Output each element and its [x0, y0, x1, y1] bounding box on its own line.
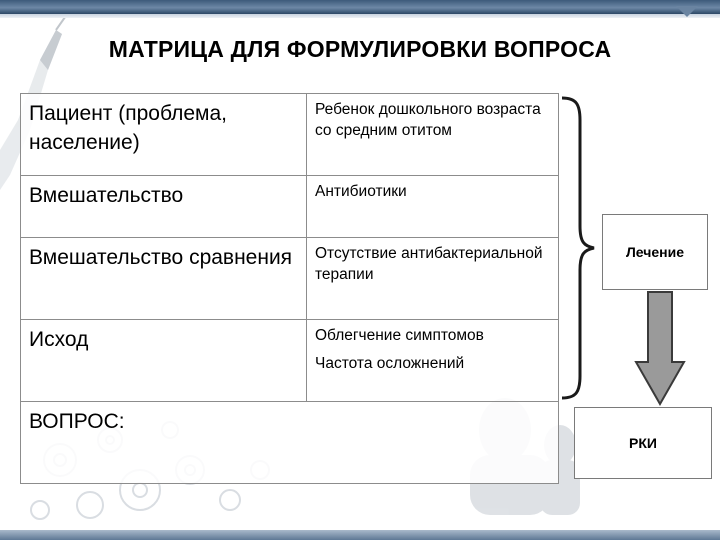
treatment-box — [602, 214, 708, 290]
matrix-row-comparison — [21, 238, 559, 320]
down-arrow-icon — [634, 290, 686, 406]
rct-box — [574, 407, 712, 479]
matrix-row-outcome — [21, 320, 559, 402]
row-label: Пациент (проблема, население) — [21, 94, 307, 176]
row-value — [307, 94, 559, 176]
right-curly-brace-icon — [560, 96, 596, 400]
row-value — [307, 238, 559, 320]
row-value-line: Отсутствие антибактериальной терапии — [315, 245, 543, 283]
header-bar — [0, 0, 720, 14]
treatment-label: Лечение — [625, 244, 685, 260]
row-value — [307, 176, 559, 238]
row-value-line: Частота осложнений — [315, 355, 465, 372]
question-matrix-table — [20, 93, 559, 484]
question-label: ВОПРОС: — [21, 402, 559, 484]
row-value-line: Ребенок дошкольного возраста со средним отитом — [315, 101, 541, 139]
row-value — [307, 320, 559, 402]
row-label: Вмешательство сравнения — [21, 238, 307, 320]
matrix-row-intervention — [21, 176, 559, 238]
row-value-line: Антибиотики — [315, 183, 407, 200]
footer-bar — [0, 530, 720, 540]
matrix-row-patient — [21, 94, 559, 176]
row-label: Вмешательство — [21, 176, 307, 238]
row-label: Исход — [21, 320, 307, 402]
header-bar-highlight — [0, 14, 720, 18]
slide-title: МАТРИЦА ДЛЯ ФОРМУЛИРОВКИ ВОПРОСА — [108, 36, 612, 62]
row-value-line: Облегчение симптомов — [315, 327, 484, 344]
rct-label: РКИ — [629, 435, 657, 451]
corner-notch-icon — [676, 6, 698, 17]
matrix-row-question — [21, 402, 559, 484]
